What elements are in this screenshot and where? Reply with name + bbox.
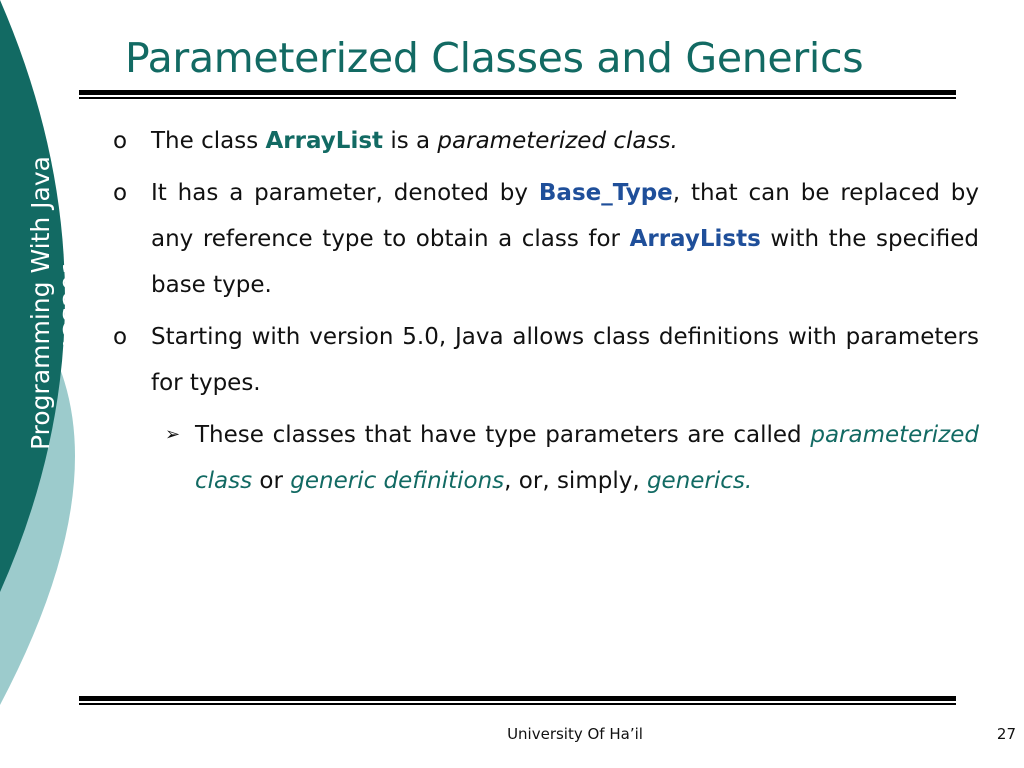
bullet-text: Starting with version 5.0, Java allows class definitions with parameters for types. (151, 324, 979, 396)
keyword-base-type: Base_Type (538, 180, 673, 206)
bullet-2 (113, 170, 979, 308)
bullet-text: or (252, 468, 291, 494)
bullet-3 (113, 314, 979, 406)
slide-body (113, 118, 979, 504)
keyword-arraylists: ArrayLists (629, 226, 761, 252)
footer-university: University Of Ha’il (507, 725, 643, 743)
bullet-text: is a (383, 128, 438, 154)
sidebar-course-name: Programming With Java (26, 156, 55, 450)
title-divider (79, 90, 956, 99)
bullet-text: The class (151, 128, 266, 154)
slide-title: Parameterized Classes and Generics (125, 34, 864, 82)
term-parameterized-class-teal: parameterized class (195, 422, 979, 494)
arrow-bullet-icon: ➢ (165, 424, 181, 445)
bullet-marker: o (113, 128, 128, 154)
bullet-marker: o (113, 180, 128, 206)
term-generics: generics. (646, 468, 753, 494)
bullet-text: These classes that have type parameters are called (195, 422, 811, 448)
sub-bullet-1 (113, 412, 979, 504)
term-parameterized-class: parameterized class. (437, 128, 678, 154)
bullet-text: , or, simply, (504, 468, 647, 494)
bullet-text: with the specified base type. (151, 226, 979, 298)
bullet-text: , that can be replaced by any reference type to obtain a class for (151, 180, 980, 252)
footer-divider (79, 696, 956, 705)
term-generic-definitions: generic definitions (290, 468, 505, 494)
sidebar-course-code: ICS201 (58, 258, 87, 348)
bullet-marker: o (113, 324, 128, 350)
bullet-text: It has a parameter, denoted by (151, 180, 539, 206)
bullet-1 (113, 118, 979, 164)
page-number: 27 (996, 725, 1016, 743)
keyword-arraylist: ArrayList (265, 128, 384, 154)
